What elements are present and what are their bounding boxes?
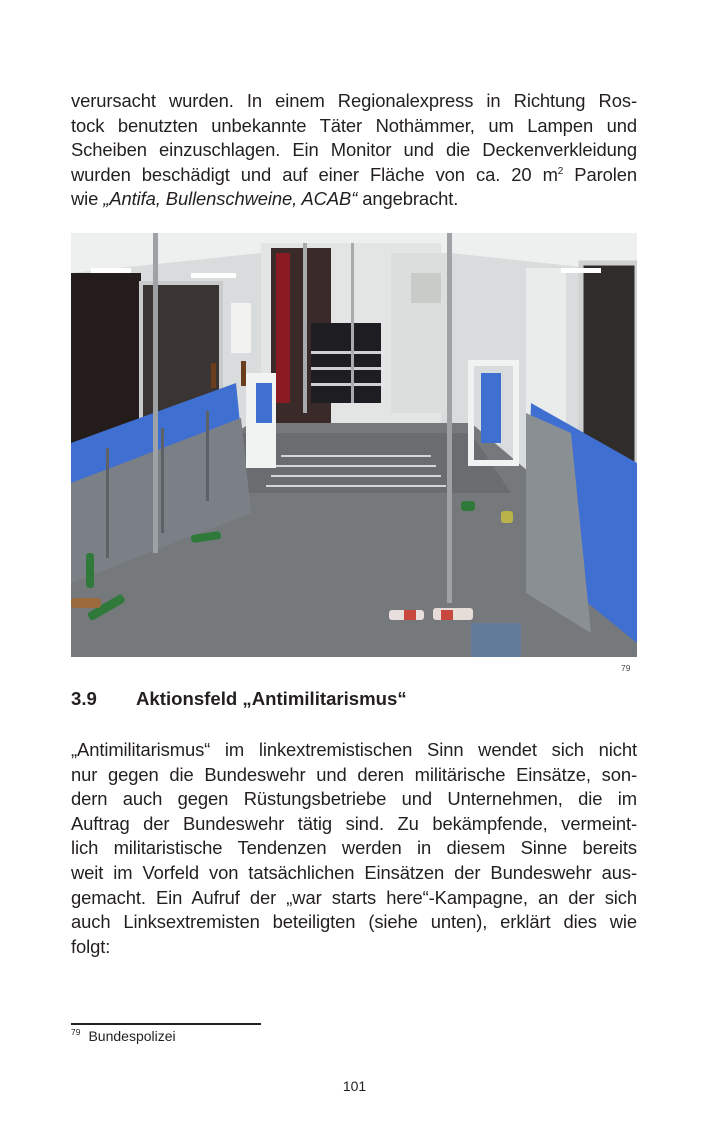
text-line: [71, 187, 637, 212]
text-line: folgt:: [71, 935, 111, 957]
footnote: [71, 1027, 176, 1044]
text-fragment: wie: [71, 188, 104, 210]
section-title: Aktionsfeld „Antimilitarismus“: [136, 688, 407, 709]
train-interior-photo: [71, 233, 637, 657]
footnote-divider: [71, 1023, 261, 1025]
section-heading: [71, 688, 407, 710]
paragraph-antimilitarismus: [71, 738, 637, 959]
text-line: Scheiben einzuschlagen. Ein Monitor und die Deckenverkleidung: [71, 139, 637, 161]
page-number: 101: [342, 1078, 367, 1094]
text-line: verursacht wurden. In einem Regionalexpress in Richtung Ros-: [71, 90, 637, 111]
text-line: lich militaristische Tendenzen werden in diesem Sinne bereits: [71, 837, 637, 859]
superscript-2: 2: [557, 165, 564, 177]
text-line: Auftrag der Bundeswehr tätig sind. Zu bekämpfende, vermeint-: [71, 812, 637, 834]
text-line: dern auch gegen Rüstungsbetriebe und Unternehmen, die im: [71, 788, 637, 810]
text-fragment: wurden beschädigt und auf einer Fläche von ca. 20 m: [71, 163, 558, 185]
text-line: auch Linksextremisten beteiligten (siehe unten), erklärt dies wie: [71, 911, 637, 933]
paragraph-vandalism-report: [71, 89, 637, 212]
footnote-text: Bundespolizei: [88, 1028, 176, 1044]
text-fragment: Parolen: [563, 163, 637, 185]
vandalized-train-image: [71, 233, 637, 657]
text-line: „Antimilitarismus“ im linkextremistischen Sinn wendet sich nicht: [71, 739, 637, 760]
text-line: nur gegen die Bundeswehr und deren militärische Einsätze, son-: [71, 763, 637, 785]
section-number: 3.9: [71, 688, 97, 709]
text-line: weit im Vorfeld von tatsächlichen Einsätzen der Bundeswehr aus-: [71, 861, 637, 883]
text-line: [71, 163, 637, 188]
text-fragment: angebracht.: [357, 188, 459, 210]
footnote-mark: 79: [71, 1027, 81, 1037]
quoted-slogans: „Antifa, Bullenschweine, ACAB“: [103, 188, 358, 210]
text-line: gemacht. Ein Aufruf der „war starts here“-Kampagne, an der sich: [71, 886, 637, 908]
figure-footnote-reference: 79: [621, 663, 631, 673]
text-line: tock benutzten unbekannte Täter Nothämmer, um Lampen und: [71, 114, 637, 136]
